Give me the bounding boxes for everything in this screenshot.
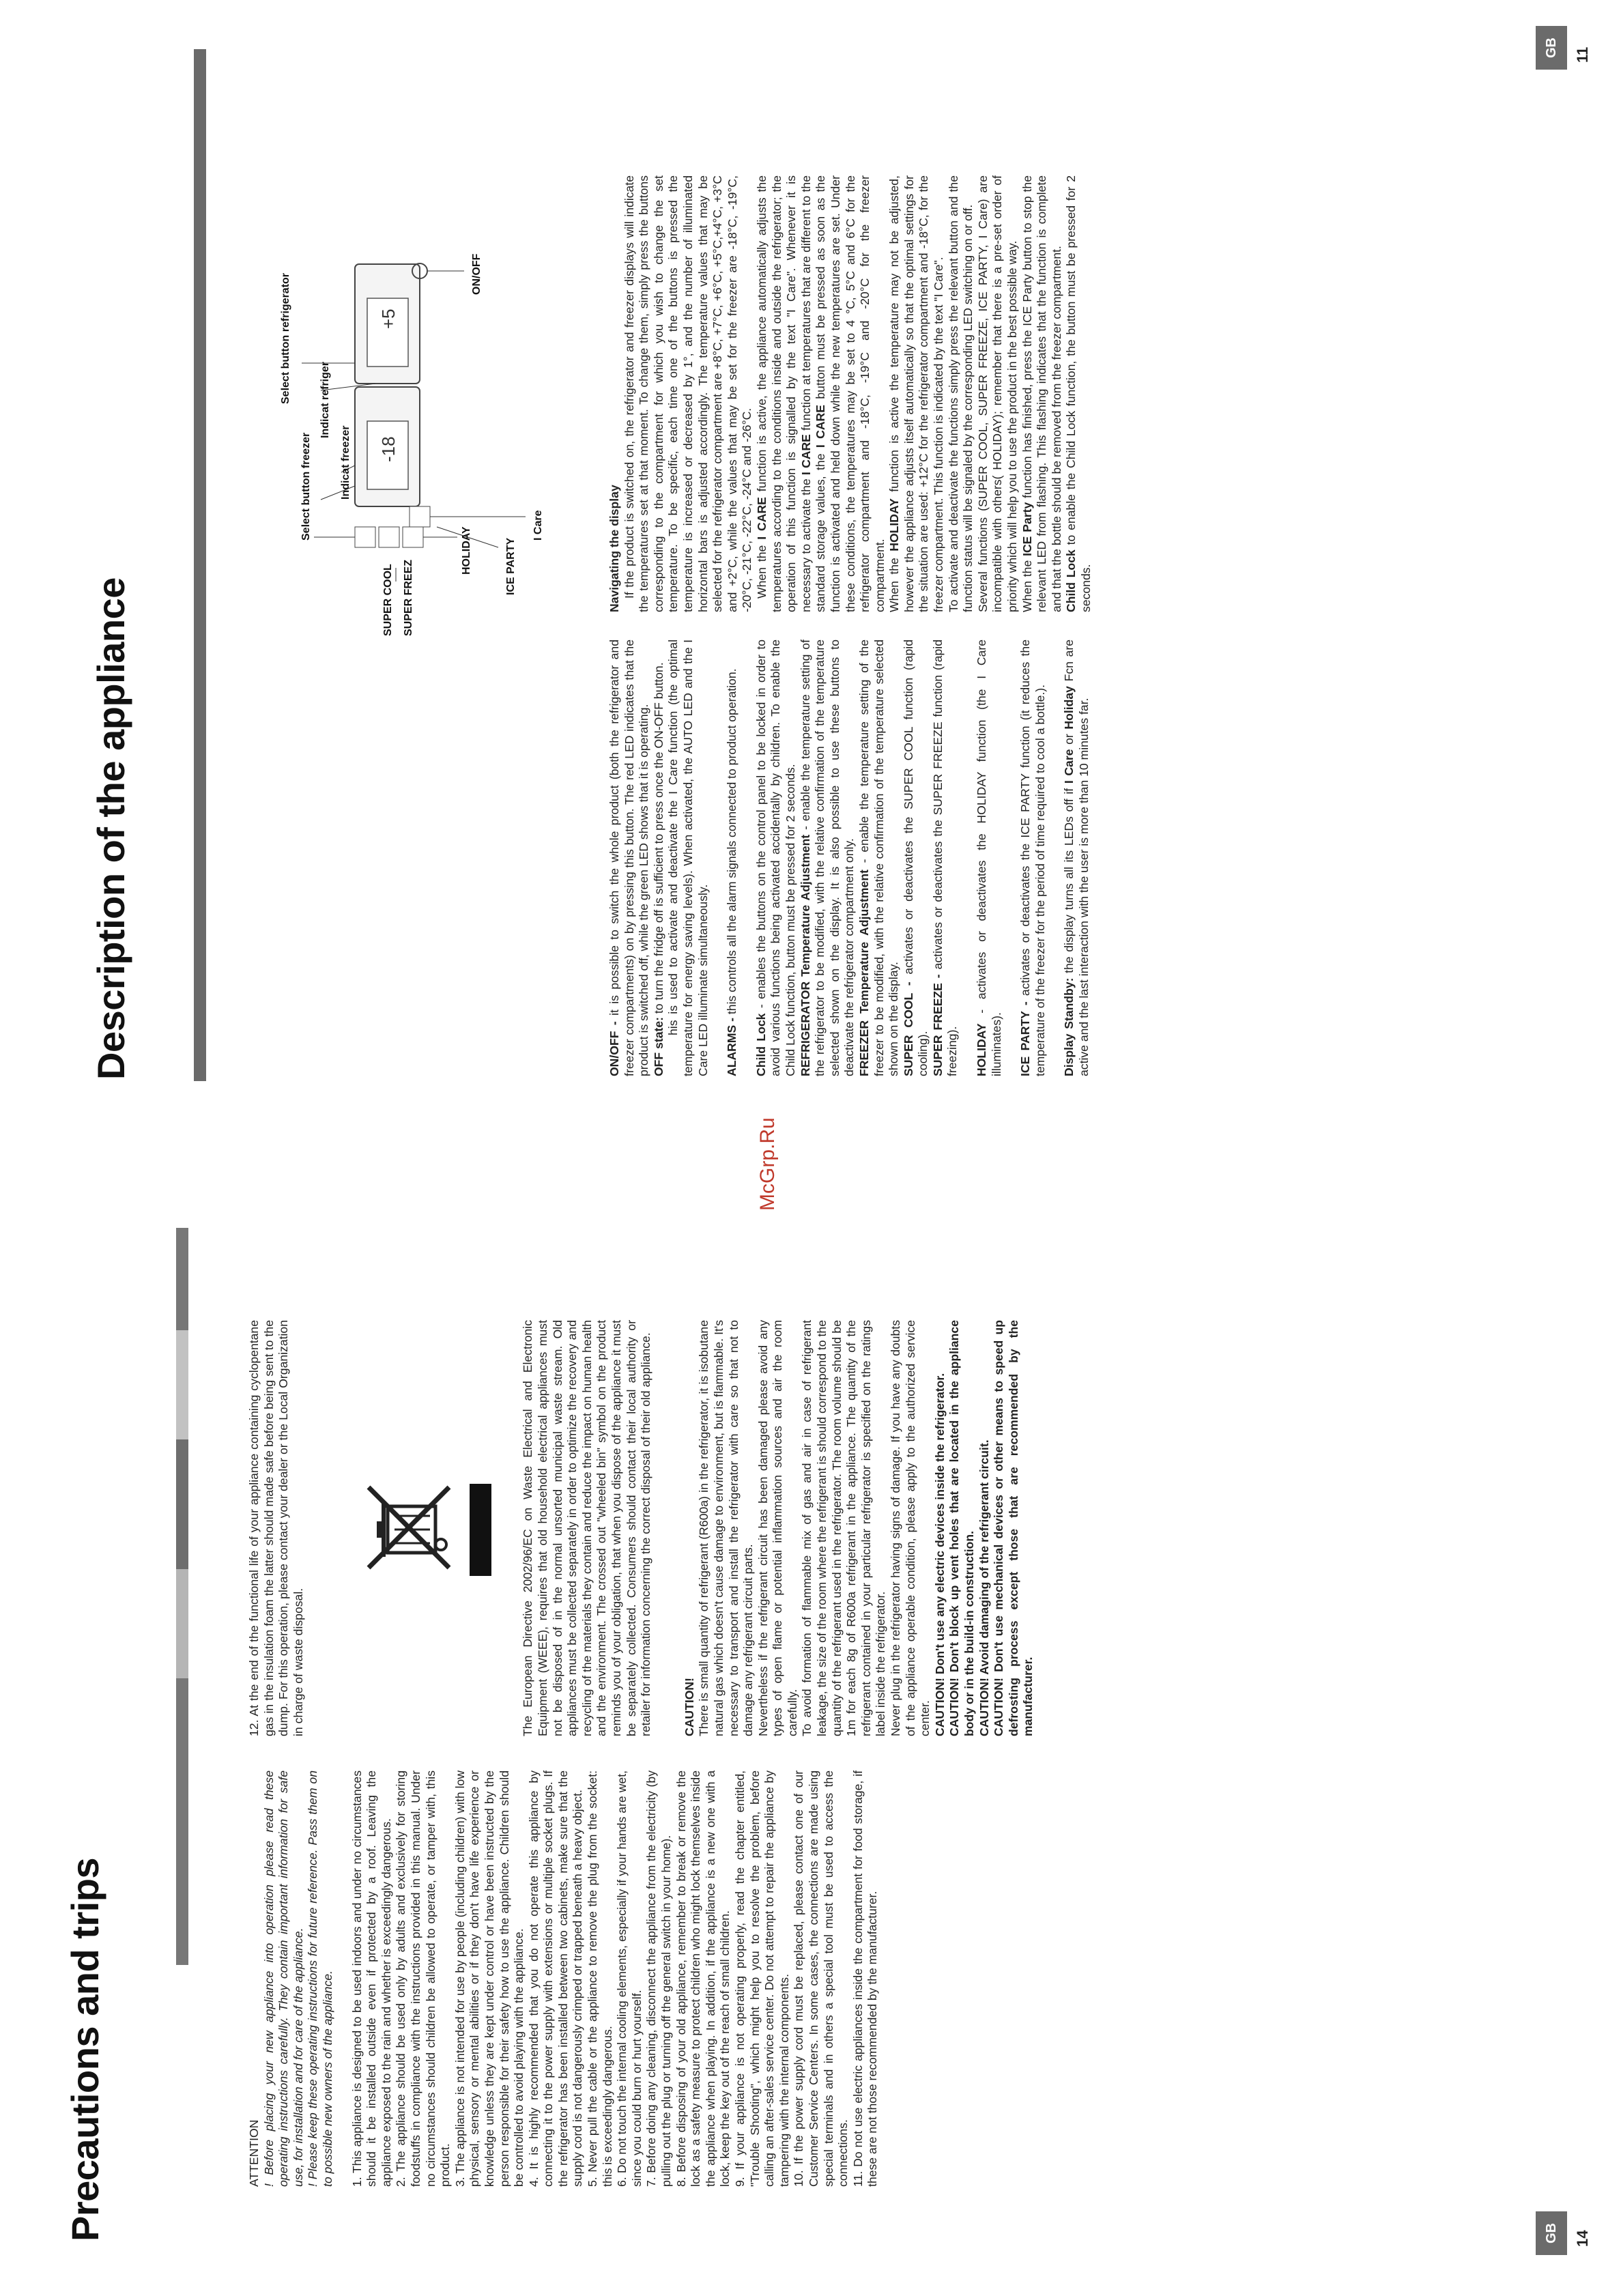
standby-paragraph [1062, 640, 1091, 1076]
caution-warning: CAUTION! Don't block up vent holes that are located in the appliance body or in the build-in construction. [947, 1320, 976, 1736]
weee-black-bar [470, 1484, 491, 1576]
definition: - activates or deactivates the HOLIDAY function (the I Care illuminates). [975, 640, 1003, 1076]
term: ICE Party [1020, 502, 1034, 556]
caution-warning: CAUTION! Avoid damaging of the refrigerant circuit. [977, 1439, 991, 1736]
term: Child Lock [1064, 549, 1078, 612]
list-item: 6. Do not touch the internal cooling elements, especially if your hands are wet, since you could burn or hurt yourself. [615, 1770, 644, 2187]
text: to enable the Child Lock function, the button must be pressed for 2 seconds. [1064, 175, 1093, 612]
attention-heading: ATTENTION [247, 2119, 261, 2187]
iceparty-function-paragraph [1020, 175, 1065, 612]
definition: activates or deactivates the ICE PARTY function (it reduces the temperature of the freezer for the period of time required to cool a bottle.). [1018, 640, 1047, 1076]
caution-paragraph: Nevertheless if the refrigerant circuit has been damaged please avoid any types of open flame or potential inflammation sources and air the room carefully. [756, 1320, 799, 1736]
list-item: 2. The appliance should be used only by adults and exclusively for storing foodstuffs in compliance with the instructions provided in this manual. Under no circumstances should children be allowed to operate, or tamper with, this product. [394, 1770, 453, 2187]
list-item: 5. Never pull the cable or the appliance to remove the plug from the socket: this is exceedingly dangerous. [586, 1770, 614, 2187]
header-bar-segment [176, 1569, 188, 1678]
page-number: 11 [1574, 46, 1591, 63]
svg-text:-18: -18 [378, 436, 399, 462]
text: function has finished, press the ICE Party button to stop the relevant LED from flashing. This flashing indicates that the function is complete and that the bottle should be removed from the freezer compartment. [1020, 175, 1063, 612]
language-tab: GB [1536, 26, 1567, 70]
label-super-freez: SUPER FREEZ [403, 559, 414, 636]
list-item: 4. It is highly recommended that you do not operate this appliance by connecting it to the power supply with extensions or multiple socket plugs. If the refrigerator has been installed between two cabinets, make sure that the supply cord is not dangerously crimped or trapped beneath a heavy object. [526, 1770, 585, 2187]
header-bar-segment [176, 1439, 188, 1569]
list-item: 9. If your appliance is not operating properly, read the chapter entitled, "Trouble Shooting", which might help you to resolve the problem, before calling an after-sales service center. Do not attempt to repair the appliance by tampering with the internal components. [733, 1770, 791, 2187]
term: ALARMS - [725, 1017, 739, 1076]
weee-paragraph: The European Directive 2002/96/EC on Waste Electrical and Electronic Equipment (WEEE), requires that old household electrical appliances must not be disposed of in the normal unsorted municipal waste stream. Old appliances must be collected separately in order to optimize the recovery and recycling of the materials they contain and reduce the impact on human health and the environment. The crossed out "wheeled bin" symbol on the product reminds you of your obligation, that when you dispose of the appliance it must be separately collected. Consumers should contact their local authority or retailer for information concerning the correct disposal of their old appliance. [521, 1320, 653, 1736]
svg-text:+5: +5 [378, 308, 399, 329]
caution-heading: CAUTION! [682, 1677, 696, 1736]
childlock-paragraph [754, 640, 799, 1076]
onoff-paragraph [607, 640, 652, 1076]
caution-warning: CAUTION! Don't use any electric devices inside the refrigerator. [932, 1373, 947, 1736]
text: button must be pressed as soon as the function is activated and held down while the new temperatures are set. Under these conditions, the temperatures may be set to 4 °C, 5°C and 6°C for the refrigerator compartment and -18°C, -19°C and -20°C for the freezer compartment. [814, 175, 887, 612]
term: ON/OFF - [607, 1021, 621, 1076]
supercool-paragraph [902, 640, 931, 1076]
label-indicat-refriger: Indicat refriger [319, 361, 331, 438]
label-holiday: HOLIDAY [461, 526, 472, 575]
definition: activates or deactivates the SUPER FREEZE function (rapid freezing). [930, 640, 960, 1076]
precautions-column-2 [247, 1320, 1036, 1736]
navigation-paragraph: If the product is switched on, the refrigerator and freezer displays will indicate the temperatures set at that moment. To change them, simply press the buttons corresponding to the compartment for which you wish to change the set temperature. To be specific, each time one of the buttons is pressed the temperature is increased or decreased by 1°, and the number of illuminated horizontal bars is adjusted accordingly. The temperature values that may be selected for the refrigerator compartment are +8°C, +7°C, +6°C, +5°C,+4°C, +3°C and +2°C, while the values that may be set for the freezer are -18°C, -19°C, -20°C, -21°C, -22°C, -24°C and -26°C. [622, 175, 754, 612]
header-bar [194, 49, 206, 1081]
crossed-bin-icon [354, 1474, 463, 1583]
label-on-off: ON/OFF [471, 253, 483, 295]
icare-paragraph: his is used to activate and deactivate the I Care function (the optimal temperature for energy saving levels). When activated, the AUTO LED and the I Care LED illuminate simultaneously. [666, 640, 710, 1076]
caution-paragraph: To avoid formation of flammable mix of gas and air in case of refrigerant leakage, the size of the room where the refrigerant is should correspond to the quantity of the refrigerant used in the refrigerator. The room volume should be 1m for each 8g of R600a refrigerant in the appliance. The quantity of the refrigerant contained in your particular refrigerator is specified on the ratings label inside the refrigerator. [800, 1320, 888, 1736]
term: Holiday [1062, 686, 1076, 730]
language-tab: GB [1536, 2211, 1567, 2255]
list-item: 3. The appliance is not intended for use by people (including children) with low physical, sensory or mental abilities or if they don't have life experience or knowledge unless they are kept under control or have been instructed by the person responsible for their safety how to use the appliance. Children should be controlled to avoid playing with the appliance. [453, 1770, 526, 2187]
label-select-freezer: Select button freezer [300, 432, 312, 541]
label-ice-party: ICE PARTY [505, 537, 517, 595]
text: function is active, the appliance automatically adjusts the temperatures according to the conditions inside and outside the refrigerator; the operation of this function is signalled by the text "I Care". Whenever it is necessary to activate the [754, 175, 813, 612]
definition: activates or deactivates the SUPER COOL function (rapid cooling). [901, 640, 930, 1076]
numbered-list [350, 1770, 880, 2187]
refrigerator-adjustment-paragraph [799, 640, 857, 1076]
precautions-column-1 [247, 1770, 880, 2187]
label-super-cool: SUPER COOL [382, 564, 394, 636]
definition: - enable the temperature setting of the refrigerator to be modified, with the relative confirmation of the temperature selected shown on the display. It is also possible to use these buttons to deactivate the refrigerator compartment only. [798, 640, 857, 1076]
term: Child Lock [754, 1013, 768, 1076]
term: Display Standby: [1062, 977, 1076, 1076]
childlock-function-paragraph [1064, 175, 1093, 612]
caution-paragraph: There is small quantity of refrigerant (R600a) in the refrigerator, it is isobutane natural gas which doesn't cause damage to environment, but is flammable. It's necessary to transport and install the refrigerator with care so that not to damage any refrigerant circuit parts. [697, 1320, 756, 1736]
definition: the display turns all its LEDs off if [1062, 784, 1076, 978]
term: HOLIDAY [975, 1023, 989, 1076]
page-precautions [0, 1148, 1621, 2296]
navigation-heading: Navigating the display [607, 485, 621, 612]
list-item: 7. Before doing any cleaning, disconnect the appliance from the electricity (by pulling out the plug or turning off the general switch in your home). [644, 1770, 674, 2187]
definition: - enables the buttons on the control panel to be locked in order to avoid various functions being activated accidentally by children. To enable the Child Lock function, button must be pressed for 2 seconds. [754, 640, 797, 1076]
control-panel-diagram [239, 254, 580, 773]
superfreeze-paragraph [931, 640, 960, 1076]
attention-note-2: ! Please keep these operating instructions for future reference. Pass them on to possible new owners of the appliance. [306, 1770, 334, 2187]
term: ICE PARTY - [1018, 1001, 1033, 1076]
page-title: Precautions and trips [63, 1857, 106, 2241]
term: I CARE [799, 434, 813, 476]
label-i-care: I Care [532, 510, 544, 541]
icare-function-paragraph [755, 175, 887, 612]
list-item: 8. Before disposing of your old appliance, remember to break or remove the lock as a safety measure to protect children who might lock themselves inside the appliance when playing. In addition, if the appliance is a new one with a lock, keep the key out of the reach of small children. [674, 1770, 732, 2187]
caution-warning: CAUTION! Don't use mechanical devices or other means to speed up defrosting process except those that are recommended by the manufacturer. [992, 1320, 1035, 1736]
term: FREEZER Temperature Adjustment [857, 870, 871, 1076]
definition: - enable the temperature setting of the freezer to be modified, with the relative confirmation of the temperature selected shown on the display. [857, 640, 901, 1076]
holiday-function-paragraph [887, 175, 946, 612]
term: I Care [1062, 749, 1076, 784]
term: I CARE [814, 405, 828, 448]
offstate-paragraph [652, 640, 667, 1076]
header-bar-segment [176, 1678, 188, 1965]
item-12: 12. At the end of the functional life of your appliance containing cyclopentane gas in the insulation foam the latter should made safe before being sent to the dump. For this operation, please contact your dealer or the Local Organization in charge of waste disposal. [247, 1320, 305, 1736]
page-title: Description of the appliance [89, 577, 132, 1080]
description-column-2 [607, 175, 1094, 612]
activate-paragraph: To activate and deactivate the functions simply press the relevant button and the function status will be signaled by the corresponding LED switching on or off. [946, 175, 975, 612]
term: OFF state: [651, 1017, 665, 1076]
header-bar-segment [176, 1228, 188, 1330]
header-bar-segment [176, 1330, 188, 1439]
term: SUPER FREEZE - [930, 974, 945, 1076]
definition: to turn the fridge off is sufficient to press once the ON-OFF button. [651, 662, 665, 1017]
term: I CARE [754, 497, 769, 540]
definition: it is possible to switch the whole product (both the refrigerator and freezer compartments) on by pressing this button. The red LED indicates that the product is switched off, while the green LED shows that it is operating. [607, 640, 651, 1076]
term: REFRIGERATOR Temperature Adjustment [798, 834, 812, 1076]
freezer-adjustment-paragraph [857, 640, 902, 1076]
text: function is active the temperature may not be adjusted, however the appliance adjusts itself automatically so that the optimal settings for the situation are used: +12°C for the refrigerator compartment and -18°C, for the freezer compartment. This function is indicated by the text "I Care". [887, 175, 946, 612]
term: SUPER COOL - [901, 981, 915, 1076]
definition: this controls all the alarm signals connected to product operation. [725, 668, 739, 1018]
definition: Fcn are active and the last interaction with the user is more than 10 minutes far. [1062, 640, 1091, 1076]
alarms-paragraph [725, 640, 740, 1076]
description-column-1 [607, 640, 1092, 1076]
iceparty-paragraph [1018, 640, 1048, 1076]
text: function at temperatures that are different to the standard storage values, the [799, 175, 828, 612]
caution-paragraph: Never plug in the refrigerator having signs of damage. If you have any doubts of the appliance operable condition, please apply to the authorized service center. [889, 1320, 932, 1736]
text: When the [754, 539, 769, 599]
text: When the [887, 551, 902, 612]
holiday-paragraph [975, 640, 1004, 1076]
weee-symbol [306, 1320, 521, 1736]
text: When the [1020, 556, 1034, 612]
watermark: McGrp.Ru [756, 1117, 779, 1211]
label-select-refrigerator: Select button refrigerator [280, 272, 291, 404]
label-indicat-freezer: Indicat freezer [340, 425, 352, 500]
list-item: 10. If the power supply cord must be replaced, please contact one of our Customer Service Centers. In some cases, the connections are made using special terminals and in others a special tool must be used to access the connections. [792, 1770, 850, 2187]
page-number: 14 [1574, 2230, 1591, 2247]
term: HOLIDAY [887, 498, 902, 551]
attention-note-1: ! Before placing your new appliance into operation please read these operating instructions carefully. They contain important information for safe use, for installation and for care of the appliance. [261, 1770, 305, 2187]
list-item: 11. Do not use electric appliances inside the compartment for food storage, if these are not those recommended by the manufacturer. [850, 1770, 880, 2187]
list-item: 1. This appliance is designed to be used indoors and under no circumstances should it be installed outside even if protected by a roof. Leaving the appliance exposed to the rain and whether is exceedingly dangerous. [349, 1770, 393, 2187]
several-functions-paragraph: Several functions (SUPER COOL, SUPER FREEZE, ICE PARTY, I Care) are incompatible with others( HOLIDAY); remember that there is a pre-set order of priority which will help you to use the product in the best possible way. [975, 175, 1020, 612]
definition: or [1062, 729, 1076, 749]
